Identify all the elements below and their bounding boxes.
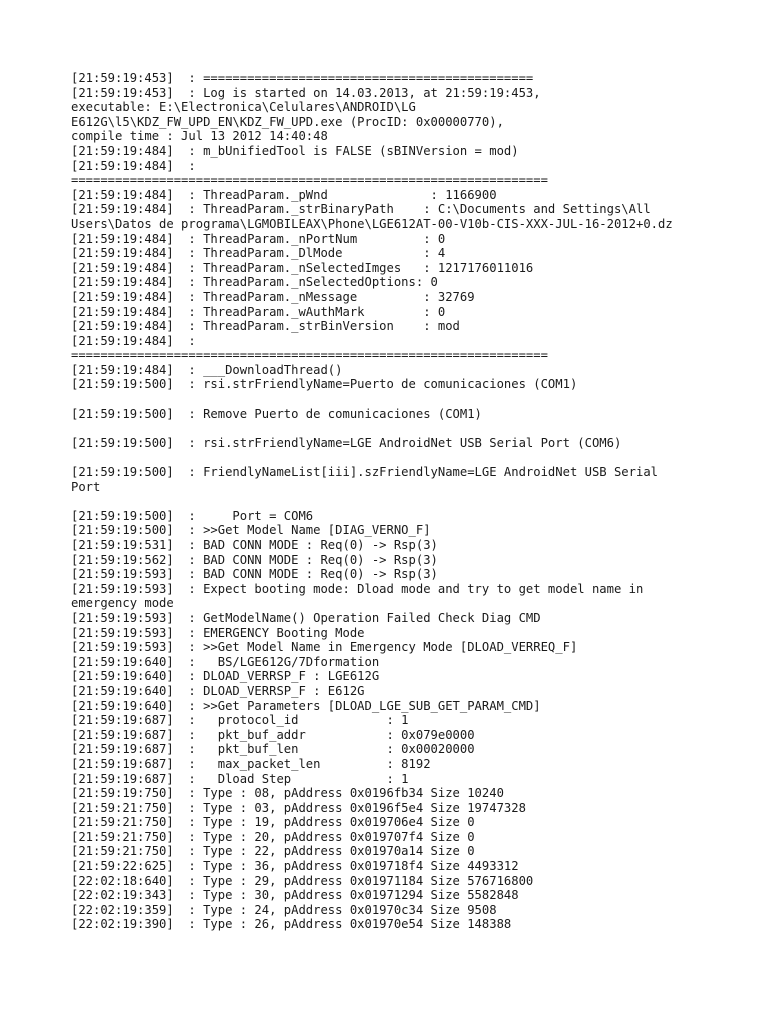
log-line: [21:59:19:500] : rsi.strFriendlyName=Puerto de comunicaciones (COM1) — [71, 377, 578, 392]
log-line: [21:59:19:484] : ThreadParam._nPortNum : 0 — [71, 231, 446, 246]
log-line: [21:59:19:500] : Port = COM6 — [71, 508, 314, 523]
log-line: [21:59:19:640] : DLOAD_VERRSP_F : E612G — [71, 683, 365, 698]
log-line: Users\Datos de programa\LGMOBILEAX\Phone\LGE612AT-00-V10b-CIS-XXX-JUL-16-2012+0.dz — [71, 216, 673, 231]
log-line: emergency mode — [71, 596, 174, 611]
log-line: [21:59:19:640] : DLOAD_VERRSP_F : LGE612G — [71, 669, 380, 684]
log-line: [21:59:19:687] : protocol_id : 1 — [71, 713, 409, 728]
log-line: [21:59:19:640] : >>Get Parameters [DLOAD_LGE_SUB_GET_PARAM_CMD] — [71, 698, 541, 713]
log-line: [21:59:19:484] : ThreadParam._pWnd : 1166900 — [71, 187, 497, 202]
log-line: [21:59:19:484] : ThreadParam._strBinVersion : mod — [71, 319, 460, 334]
log-line: [21:59:19:453] : Log is started on 14.03.2013, at 21:59:19:453, — [71, 85, 541, 100]
log-line: [21:59:19:593] : GetModelName() Operation Failed Check Diag CMD — [71, 610, 541, 625]
log-line: executable: E:\Electronica\Celulares\ANDROID\LG — [71, 100, 416, 115]
log-line: [21:59:19:562] : BAD CONN MODE : Req(0) -> Rsp(3) — [71, 552, 438, 567]
log-line: [21:59:19:687] : max_packet_len : 8192 — [71, 756, 431, 771]
log-line: [21:59:19:593] : BAD CONN MODE : Req(0) -> Rsp(3) — [71, 567, 438, 582]
log-line: [22:02:19:359] : Type : 24, pAddress 0x01970c34 Size 9508 — [71, 902, 497, 917]
log-line: [21:59:19:453] : ============================================= — [71, 71, 534, 85]
log-blank-line — [71, 392, 731, 407]
log-line: Port — [71, 479, 101, 494]
log-line: [21:59:19:484] : ThreadParam._DlMode : 4 — [71, 246, 446, 261]
log-line: [21:59:19:593] : >>Get Model Name in Emergency Mode [DLOAD_VERREQ_F] — [71, 640, 578, 655]
log-line: [21:59:22:625] : Type : 36, pAddress 0x019718f4 Size 4493312 — [71, 859, 519, 874]
log-line: ================================================================= — [71, 348, 548, 363]
log-line: [21:59:19:484] : ThreadParam._nSelectedOptions: 0 — [71, 275, 438, 290]
log-line: [22:02:18:640] : Type : 29, pAddress 0x01971184 Size 576716800 — [71, 873, 534, 888]
log-line: [21:59:21:750] : Type : 19, pAddress 0x019706e4 Size 0 — [71, 815, 475, 830]
log-blank-line — [71, 450, 731, 465]
log-line: [21:59:19:687] : pkt_buf_len : 0x00020000 — [71, 742, 475, 757]
log-line: [21:59:21:750] : Type : 20, pAddress 0x019707f4 Size 0 — [71, 829, 475, 844]
log-line: [21:59:19:687] : Dload Step : 1 — [71, 771, 409, 786]
log-line: [22:02:19:390] : Type : 26, pAddress 0x01970e54 Size 148388 — [71, 917, 512, 932]
log-line: [21:59:19:500] : FriendlyNameList[iii].szFriendlyName=LGE AndroidNet USB Serial — [71, 465, 658, 480]
log-line: [21:59:19:687] : pkt_buf_addr : 0x079e0000 — [71, 727, 475, 742]
log-line: [21:59:21:750] : Type : 03, pAddress 0x0196f5e4 Size 19747328 — [71, 800, 526, 815]
log-line: [21:59:19:640] : BS/LGE612G/7Dformation — [71, 654, 380, 669]
log-line: [21:59:19:484] : — [71, 158, 196, 173]
log-line: [21:59:19:484] : ThreadParam._strBinaryPath : C:\Documents and Settings\All — [71, 202, 651, 217]
log-line: [21:59:19:500] : >>Get Model Name [DIAG_VERNO_F] — [71, 523, 431, 538]
log-line: [21:59:19:484] : ThreadParam._wAuthMark : 0 — [71, 304, 446, 319]
log-document — [71, 71, 731, 932]
log-line: [21:59:19:593] : EMERGENCY Booting Mode — [71, 625, 365, 640]
log-line: [21:59:19:531] : BAD CONN MODE : Req(0) -> Rsp(3) — [71, 538, 438, 552]
log-line: [21:59:19:500] : Remove Puerto de comunicaciones (COM1) — [71, 406, 482, 421]
log-line: [21:59:19:484] : — [71, 333, 196, 348]
log-line: [21:59:19:484] : ThreadParam._nMessage : 32769 — [71, 289, 475, 304]
log-line: compile time : Jul 13 2012 14:40:48 — [71, 129, 328, 144]
log-line: [21:59:19:484] : m_bUnifiedTool is FALSE (sBINVersion = mod) — [71, 143, 519, 158]
log-line: [21:59:19:500] : rsi.strFriendlyName=LGE AndroidNet USB Serial Port (COM6) — [71, 435, 622, 450]
log-line: E612G\l5\KDZ_FW_UPD_EN\KDZ_FW_UPD.exe (ProcID: 0x00000770), — [71, 114, 504, 129]
log-line: [21:59:19:484] : ___DownloadThread() — [71, 362, 343, 377]
log-line: [21:59:19:484] : ThreadParam._nSelectedImges : 1217176011016 — [71, 260, 534, 275]
log-line: [21:59:19:750] : Type : 08, pAddress 0x0196fb34 Size 10240 — [71, 786, 504, 801]
log-line: [21:59:21:750] : Type : 22, pAddress 0x01970a14 Size 0 — [71, 844, 475, 859]
log-line: [21:59:19:593] : Expect booting mode: Dload mode and try to get model name in — [71, 581, 644, 596]
log-blank-line — [71, 494, 731, 509]
log-blank-line — [71, 421, 731, 436]
log-line: ================================================================= — [71, 173, 548, 188]
log-line: [22:02:19:343] : Type : 30, pAddress 0x01971294 Size 5582848 — [71, 888, 519, 903]
